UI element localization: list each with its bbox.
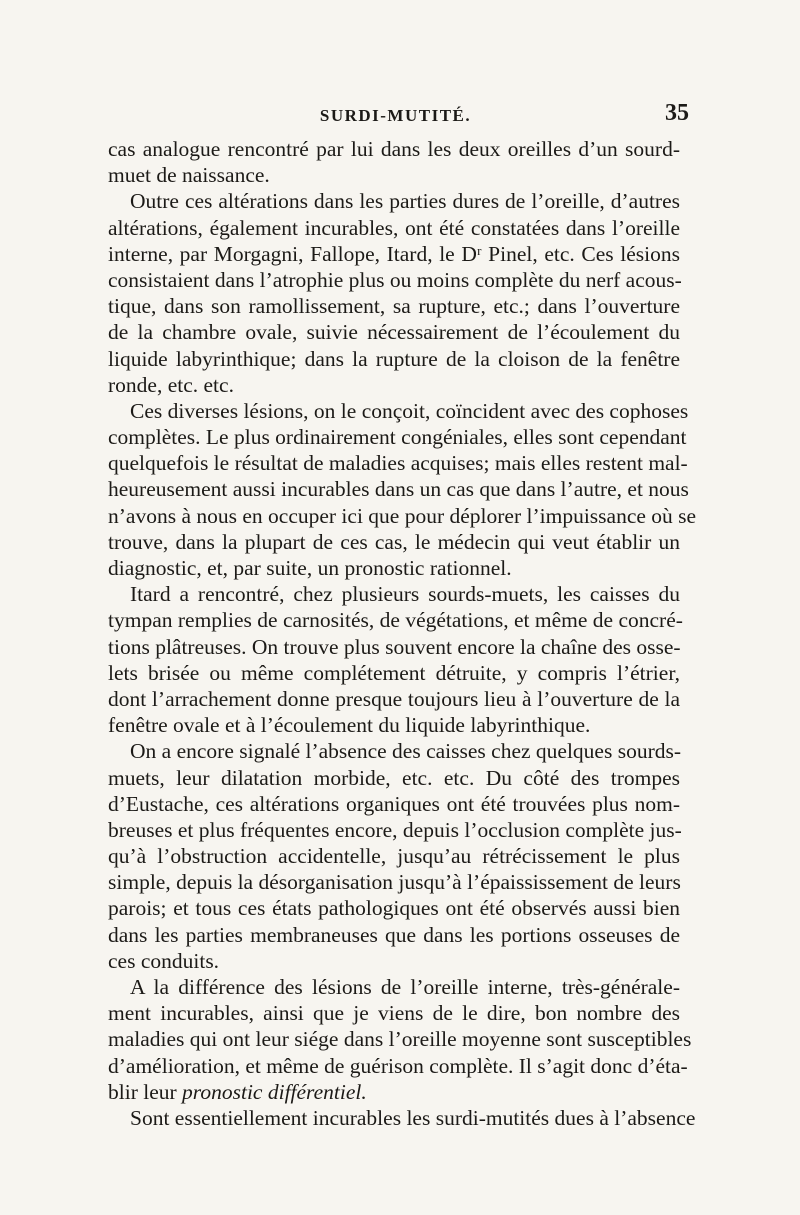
text-line — [108, 398, 689, 424]
text-line-content: d’amélioration, et même de guérison complète. Il s’agit donc d’éta- — [108, 1053, 688, 1078]
text-line — [108, 1079, 680, 1105]
text-line-content: complètes. Le plus ordinairement congéniales, elles sont cependant — [108, 425, 687, 450]
text-line — [108, 765, 680, 791]
text-line-content: Outre ces altérations dans les parties dures de l’oreille, d’autres — [130, 189, 680, 214]
text-line-content: muets, leur dilatation morbide, etc. etc. Du côté des trompes — [108, 765, 680, 790]
text-line — [108, 215, 680, 241]
text-line-content: dans les parties membraneuses que dans les portions osseuses de — [108, 922, 680, 947]
text-line-content: tions plâtreuses. On trouve plus souvent encore la chaîne des osse- — [108, 634, 681, 659]
text-line-content: A la différence des lésions de l’oreille interne, très-générale- — [130, 975, 680, 999]
italic-phrase: pronostic différentiel. — [182, 1079, 367, 1104]
text-line-content: maladies qui ont leur siége dans l’oreille moyenne sont susceptibles — [108, 1027, 692, 1052]
text-line — [108, 1105, 696, 1131]
text-line-content: ronde, etc. etc. — [108, 372, 234, 397]
text-line — [108, 791, 680, 817]
text-line — [108, 634, 680, 660]
text-line — [108, 346, 680, 372]
text-line — [108, 974, 680, 1000]
text-line-content: heureusement aussi incurables dans un cas que dans l’autre, et nous — [108, 477, 689, 502]
text-line-content: Sont essentiellement incurables les surdi-mutités dues à l’absence — [130, 1105, 696, 1130]
text-line-content: ces conduits. — [108, 948, 220, 973]
text-line-content: tympan remplies de carnosités, de végétations, et même de concré- — [108, 608, 683, 633]
text-line — [108, 241, 680, 267]
text-line-content: blir leur — [108, 1079, 183, 1104]
text-line — [108, 712, 680, 738]
text-line — [108, 136, 680, 162]
text-line-content: liquide labyrinthique; dans la rupture de la cloison de la fenêtre — [108, 346, 680, 371]
text-line-content: de la chambre ovale, suivie nécessairement de l’écoulement du — [108, 320, 680, 345]
text-line — [108, 319, 680, 345]
page-number: 35 — [665, 100, 689, 126]
text-line-content: quelquefois le résultat de maladies acquises; mais elles restent mal- — [108, 451, 688, 476]
text-line — [108, 581, 680, 607]
text-line — [108, 686, 680, 712]
text-line — [108, 372, 680, 398]
text-line-content: trouve, dans la plupart de ces cas, le médecin qui veut établir un — [108, 529, 680, 554]
text-line-content: qu’à l’obstruction accidentelle, jusqu’au rétrécissement le plus — [108, 844, 680, 869]
text-line — [108, 660, 680, 686]
text-line — [108, 267, 680, 293]
text-line — [108, 293, 680, 319]
text-line — [108, 529, 680, 555]
text-line-content: On a encore signalé l’absence des caisses chez quelques sourds- — [130, 739, 682, 764]
text-line — [108, 922, 680, 948]
text-line-content: parois; et tous ces états pathologiques ont été observés aussi bien — [108, 896, 680, 921]
text-line — [108, 817, 680, 843]
text-line — [108, 162, 680, 188]
text-line-content: altérations, également incurables, ont été constatées dans l’oreille — [108, 215, 680, 240]
text-line-content: interne, par Morgagni, Fallope, Itard, le Dʳ Pinel, etc. Ces lésions — [108, 241, 680, 266]
text-line — [108, 1053, 688, 1079]
text-line-content: diagnostic, et, par suite, un pronostic rationnel. — [108, 556, 512, 580]
running-title: SURDI-MUTITÉ. — [319, 106, 472, 125]
text-line — [108, 607, 683, 633]
text-line — [108, 738, 680, 764]
text-line — [108, 555, 680, 581]
text-line-content: dont l’arrachement donne presque toujours lieu à l’ouverture de la — [108, 686, 680, 711]
text-line-content: lets brisée ou même complétement détruite, y compris l’étrier, — [108, 660, 680, 685]
text-line — [108, 450, 688, 476]
text-line — [108, 843, 680, 869]
text-line-content: tique, dans son ramollissement, sa rupture, etc.; dans l’ouverture — [108, 294, 680, 319]
text-line — [108, 503, 697, 529]
text-line-content: cas analogue rencontré par lui dans les deux oreilles d’un sourd- — [108, 137, 680, 161]
text-line — [108, 948, 680, 974]
text-line — [108, 1026, 692, 1052]
text-line-content: breuses et plus fréquentes encore, depuis l’occlusion complète jus- — [108, 817, 682, 842]
text-line-content: fenêtre ovale et à l’écoulement du liquide labyrinthique. — [108, 713, 591, 738]
text-line-content: Ces diverses lésions, on le conçoit, coïncident avec des cophoses — [130, 398, 689, 423]
text-line — [108, 869, 680, 895]
text-line-content: muet de naissance. — [108, 163, 270, 188]
text-line-content: d’Eustache, ces altérations organiques ont été trouvées plus nom- — [108, 791, 680, 816]
text-line — [108, 895, 680, 921]
text-line-content: ment incurables, ainsi que je viens de le dire, bon nombre des — [108, 1001, 680, 1026]
text-line — [108, 188, 680, 214]
page-header — [108, 100, 689, 132]
text-line — [108, 476, 689, 502]
text-line — [108, 1000, 680, 1026]
text-line — [108, 424, 687, 450]
text-line-content: n’avons à nous en occuper ici que pour déplorer l’impuissance où se — [108, 503, 697, 528]
text-line-content: Itard a rencontré, chez plusieurs sourds-muets, les caisses du — [130, 582, 680, 607]
text-line-content: simple, depuis la désorganisation jusqu’à l’épaississement de leurs — [108, 870, 681, 895]
text-line-content: consistaient dans l’atrophie plus ou moins complète du nerf acous- — [108, 267, 682, 292]
body-text — [108, 136, 697, 1131]
